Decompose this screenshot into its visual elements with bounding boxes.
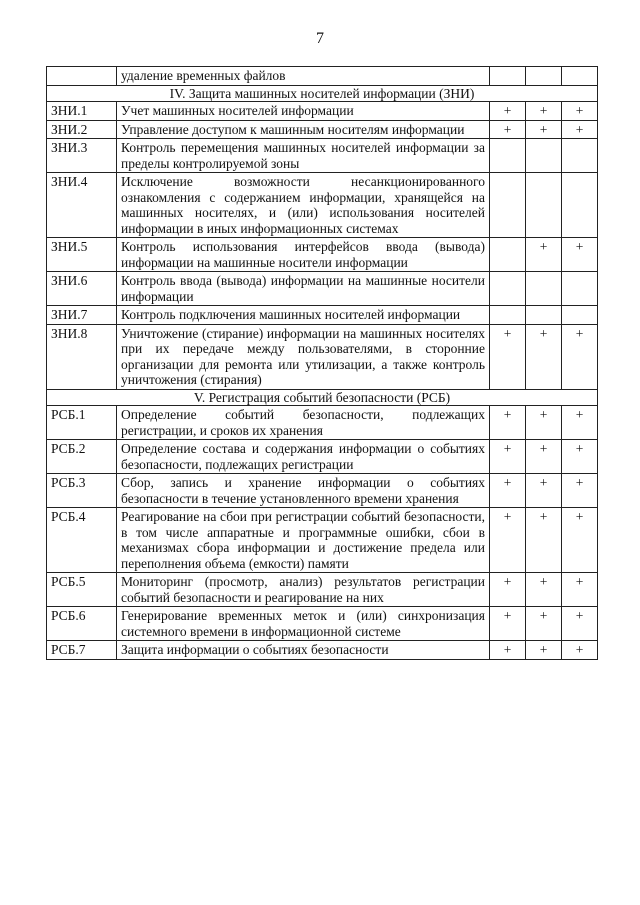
level-mark-1: + — [490, 641, 526, 660]
table-row — [47, 573, 598, 607]
measure-code: РСБ.7 — [47, 641, 117, 660]
level-mark-3: + — [562, 573, 598, 607]
measure-description: Учет машинных носителей информации — [117, 102, 490, 121]
table-row — [47, 102, 598, 121]
table-row — [47, 406, 598, 440]
measure-code: ЗНИ.5 — [47, 238, 117, 272]
level-mark-2 — [526, 67, 562, 86]
level-mark-3: + — [562, 440, 598, 474]
measure-code: ЗНИ.1 — [47, 102, 117, 121]
level-mark-2 — [526, 173, 562, 238]
level-mark-1: + — [490, 607, 526, 641]
level-mark-1: + — [490, 508, 526, 573]
level-mark-2 — [526, 306, 562, 325]
level-mark-1 — [490, 306, 526, 325]
level-mark-3 — [562, 173, 598, 238]
table-row — [47, 306, 598, 325]
level-mark-2: + — [526, 238, 562, 272]
section-header-row — [47, 389, 598, 406]
measure-description: Контроль подключения машинных носителей информации — [117, 306, 490, 325]
measure-description: удаление временных файлов — [117, 67, 490, 86]
measure-code: РСБ.3 — [47, 474, 117, 508]
measure-code: ЗНИ.2 — [47, 120, 117, 139]
table-row — [47, 173, 598, 238]
measure-description: Защита информации о событиях безопасности — [117, 641, 490, 660]
level-mark-3: + — [562, 508, 598, 573]
table-row — [47, 120, 598, 139]
level-mark-3: + — [562, 102, 598, 121]
level-mark-1 — [490, 238, 526, 272]
level-mark-2: + — [526, 573, 562, 607]
measure-code: ЗНИ.4 — [47, 173, 117, 238]
measure-code: ЗНИ.3 — [47, 139, 117, 173]
measure-description: Уничтожение (стирание) информации на машинных носителях при их передаче между пользователями, в сторонние организации для ремонта или утилизации, а также контроль уничтожения (стирания) — [117, 324, 490, 389]
measure-code: РСБ.6 — [47, 607, 117, 641]
measure-description: Контроль ввода (вывода) информации на машинные носители информации — [117, 272, 490, 306]
level-mark-3: + — [562, 607, 598, 641]
level-mark-1: + — [490, 120, 526, 139]
section-title: V. Регистрация событий безопасности (РСБ) — [47, 389, 598, 406]
measure-description: Сбор, запись и хранение информации о событиях безопасности в течение установленного времени хранения — [117, 474, 490, 508]
measure-description: Управление доступом к машинным носителям информации — [117, 120, 490, 139]
measure-code: ЗНИ.7 — [47, 306, 117, 325]
measure-code: ЗНИ.6 — [47, 272, 117, 306]
level-mark-2: + — [526, 102, 562, 121]
level-mark-1 — [490, 173, 526, 238]
level-mark-3: + — [562, 641, 598, 660]
measure-code: РСБ.4 — [47, 508, 117, 573]
level-mark-2: + — [526, 120, 562, 139]
measure-code: РСБ.2 — [47, 440, 117, 474]
level-mark-1: + — [490, 406, 526, 440]
level-mark-3: + — [562, 238, 598, 272]
measure-description: Исключение возможности несанкционированного ознакомления с содержанием информации, хранящейся на машинных носителях, и (или) использования носителей информации в иных информационных системах — [117, 173, 490, 238]
level-mark-1 — [490, 67, 526, 86]
level-mark-2: + — [526, 641, 562, 660]
level-mark-1: + — [490, 440, 526, 474]
level-mark-2 — [526, 139, 562, 173]
level-mark-2: + — [526, 508, 562, 573]
measure-description: Контроль использования интерфейсов ввода (вывода) информации на машинные носители информации — [117, 238, 490, 272]
level-mark-3 — [562, 139, 598, 173]
level-mark-3 — [562, 272, 598, 306]
measure-code: ЗНИ.8 — [47, 324, 117, 389]
level-mark-1: + — [490, 474, 526, 508]
table-row — [47, 440, 598, 474]
level-mark-1 — [490, 272, 526, 306]
section-title: IV. Защита машинных носителей информации (ЗНИ) — [47, 85, 598, 102]
level-mark-2: + — [526, 607, 562, 641]
table-row — [47, 641, 598, 660]
table-row — [47, 139, 598, 173]
measure-description: Определение событий безопасности, подлежащих регистрации, и сроков их хранения — [117, 406, 490, 440]
level-mark-3: + — [562, 474, 598, 508]
measure-code: РСБ.5 — [47, 573, 117, 607]
table-row — [47, 324, 598, 389]
measure-code: РСБ.1 — [47, 406, 117, 440]
level-mark-2: + — [526, 474, 562, 508]
measure-description: Генерирование временных меток и (или) синхронизация системного времени в информационной системе — [117, 607, 490, 641]
table-row — [47, 508, 598, 573]
level-mark-1: + — [490, 573, 526, 607]
level-mark-3: + — [562, 324, 598, 389]
table-row — [47, 238, 598, 272]
section-header-row — [47, 85, 598, 102]
level-mark-3 — [562, 306, 598, 325]
level-mark-2: + — [526, 406, 562, 440]
level-mark-1: + — [490, 102, 526, 121]
requirements-table — [46, 66, 598, 660]
level-mark-3 — [562, 67, 598, 86]
level-mark-3: + — [562, 406, 598, 440]
level-mark-2: + — [526, 324, 562, 389]
measure-description: Мониторинг (просмотр, анализ) результатов регистрации событий безопасности и реагирование на них — [117, 573, 490, 607]
table-body — [47, 67, 598, 660]
table-row — [47, 272, 598, 306]
level-mark-2 — [526, 272, 562, 306]
level-mark-3: + — [562, 120, 598, 139]
table-row — [47, 67, 598, 86]
measure-description: Реагирование на сбои при регистрации событий безопасности, в том числе аппаратные и программные ошибки, сбои в механизмах сбора информации и достижение предела или переполнения объема (емкости) памяти — [117, 508, 490, 573]
table-row — [47, 474, 598, 508]
level-mark-1: + — [490, 324, 526, 389]
table-row — [47, 607, 598, 641]
level-mark-1 — [490, 139, 526, 173]
measure-description: Контроль перемещения машинных носителей информации за пределы контролируемой зоны — [117, 139, 490, 173]
page-number: 7 — [316, 30, 324, 47]
measure-code — [47, 67, 117, 86]
level-mark-2: + — [526, 440, 562, 474]
measure-description: Определение состава и содержания информации о событиях безопасности, подлежащих регистрации — [117, 440, 490, 474]
